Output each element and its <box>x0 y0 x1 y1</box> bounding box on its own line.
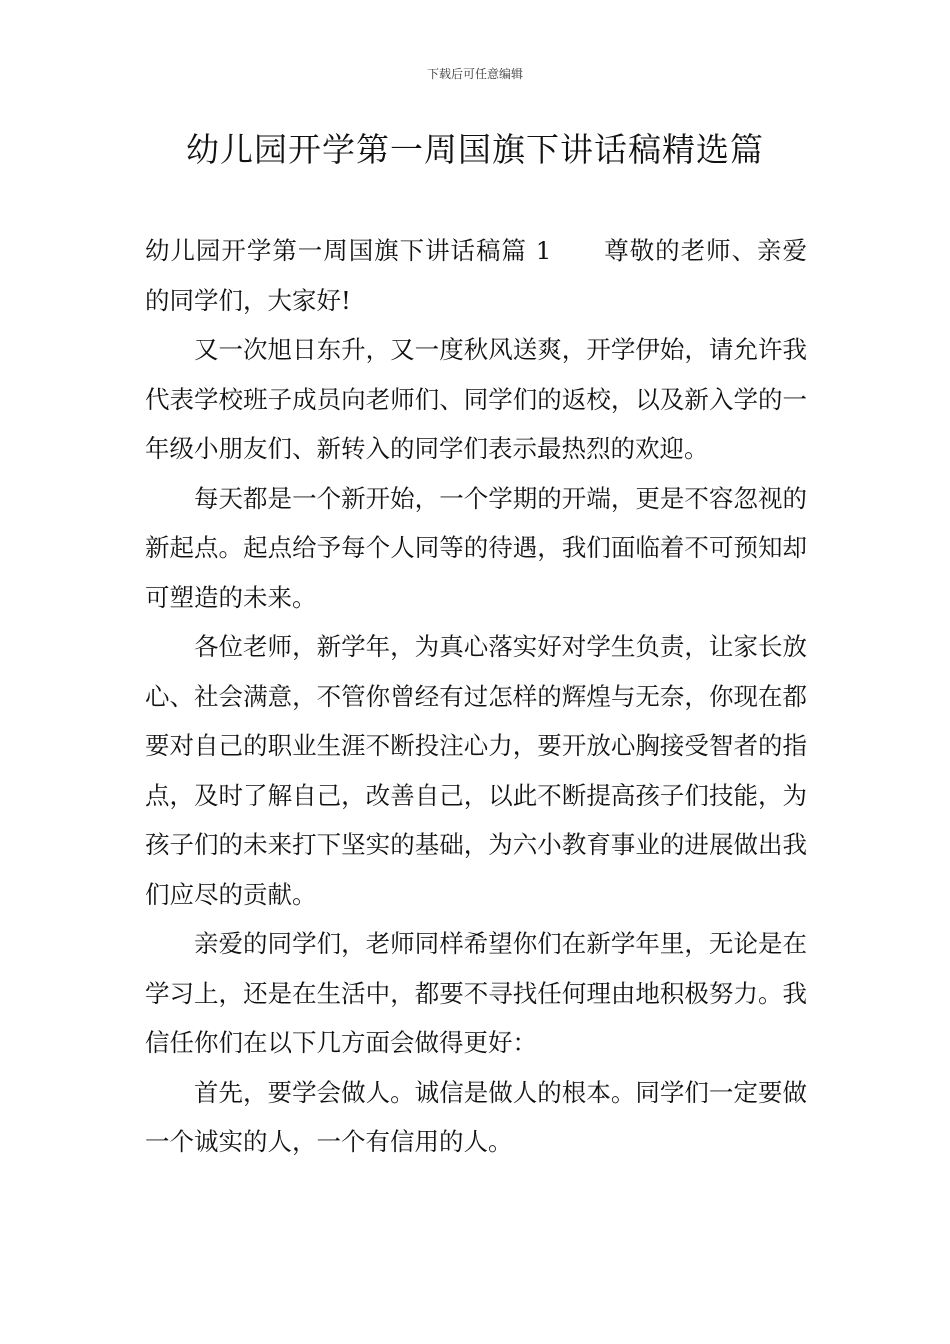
paragraph-2: 每天都是一个新开始，一个学期的开端，更是不容忽视的新起点。起点给予每个人同等的待遇，我们面临着不可预知却可塑造的未来。 <box>145 483 807 612</box>
intro-heading: 幼儿园开学第一周国旗下讲话稿篇 1 <box>145 236 552 265</box>
intro-paragraph <box>145 226 807 325</box>
header-note: 下载后可任意编辑 <box>426 67 523 81</box>
paragraph-3: 各位老师，新学年，为真心落实好对学生负责，让家长放心、社会满意，不管你曾经有过怎样的辉煌与无奈，你现在都要对自己的职业生涯不断投注心力，要开放心胸接受智者的指点，及时了解自己，改善自己，以此不断提高孩子们技能，为孩子们的未来打下坚实的基础，为六小教育事业的进展做出我们应尽的贡献。 <box>145 632 807 909</box>
document-body <box>145 226 807 1167</box>
greeting-start: 尊敬的老师、亲爱 <box>603 236 808 265</box>
document-title: 幼儿园开学第一周国旗下讲话稿精选篇 <box>186 130 764 169</box>
paragraph-5: 首先，要学会做人。诚信是做人的根本。同学们一定要做一个诚实的人，一个有信用的人。 <box>145 1077 807 1156</box>
paragraph-4: 亲爱的同学们，老师同样希望你们在新学年里，无论是在学习上，还是在生活中，都要不寻找任何理由地积极努力。我信任你们在以下几方面会做得更好： <box>145 929 807 1057</box>
greeting-end: 的同学们，大家好! <box>145 285 351 315</box>
paragraph-1: 又一次旭日东升，又一度秋风送爽，开学伊始，请允许我代表学校班子成员向老师们、同学们的返校，以及新入学的一年级小朋友们、新转入的同学们表示最热烈的欢迎。 <box>145 335 807 463</box>
